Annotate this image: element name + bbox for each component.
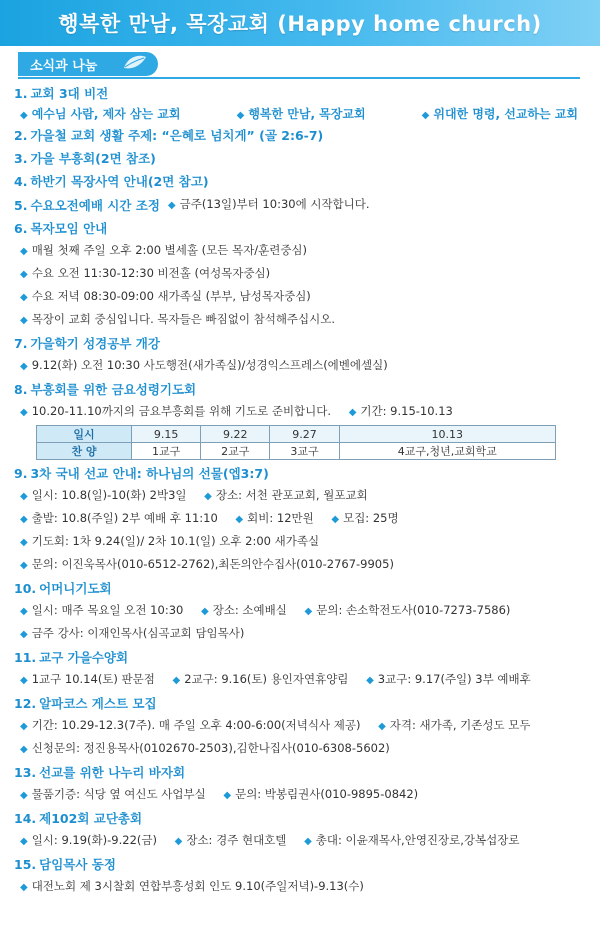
bullet-icon: ◆ xyxy=(20,315,28,326)
list-item: ◆ 출발: 10.8(주일) 2부 예배 후 11:10 ◆ 회비: 12만원 ◆ 모집: 25명 xyxy=(20,511,399,525)
section-heading-15: 15. 담임목사 동정 xyxy=(14,857,116,872)
bullet-icon: ◆ xyxy=(223,790,232,801)
bullet-icon: ◆ xyxy=(378,721,386,732)
list-item: ◆ 대전노회 제 3시찰회 연합부흥성회 인도 9.10(주일저녁)-9.13(수) xyxy=(20,879,364,893)
bullet-icon: ◆ xyxy=(331,514,340,525)
section-heading-3: 3. 가을 부흥회(2면 참조) xyxy=(14,151,156,166)
table-row xyxy=(37,443,556,460)
list-item: ◆ 수요 저녁 08:30-09:00 새가족실 (부부, 남성목자중심) xyxy=(20,289,311,303)
section-heading-6: 6. 목자모임 안내 xyxy=(14,221,108,236)
tab-label: 소식과 나눔 xyxy=(30,58,98,74)
table-cell: 10.13 xyxy=(339,426,555,443)
bullet-icon: ◆ xyxy=(167,200,176,211)
bullet-icon: ◆ xyxy=(20,269,28,280)
list-item: ◆ 행복한 만남, 목장교회 xyxy=(236,107,366,121)
page-title: 행복한 만남, 목장교회 (Happy home church) xyxy=(58,12,542,36)
section-heading-8: 8. 부흥회를 위한 금요성령기도회 xyxy=(14,382,197,397)
tab-divider xyxy=(18,77,580,79)
bullet-icon: ◆ xyxy=(174,836,183,847)
list-item: ◆ 금주 강사: 이재인목사(심곡교회 담임목사) xyxy=(20,626,245,640)
section-heading-13: 13. 선교를 위한 나누리 바자회 xyxy=(14,765,186,780)
list-item: ◆ 기간: 10.29-12.3(7주). 매 주일 오후 4:00-6:00(저녁식사 제공) ◆ 자격: 새가족, 기존성도 모두 xyxy=(20,718,531,732)
table-row xyxy=(37,426,556,443)
bullet-icon: ◆ xyxy=(20,361,28,372)
leaf-icon xyxy=(122,54,148,72)
bullet-icon: ◆ xyxy=(20,537,28,548)
bullet-icon: ◆ xyxy=(20,675,28,686)
list-item: ◆ 9.12(화) 오전 10:30 사도행전(새가족실)/성경익스프레스(에벤에셀실) xyxy=(20,358,388,372)
table-cell: 9.15 xyxy=(132,426,201,443)
bullet-icon: ◆ xyxy=(366,675,374,686)
section-heading-5: 5. 수요오전예배 시간 조정 ◆ 금주(13일)부터 10:30에 시작합니다. xyxy=(14,195,586,215)
bullet-icon: ◆ xyxy=(235,514,244,525)
list-item: ◆ 일시: 10.8(일)-10(화) 2박3일 ◆ 장소: 서천 관포교회, 월포교회 xyxy=(20,488,368,502)
bullet-icon: ◆ xyxy=(200,606,209,617)
bullet-icon: ◆ xyxy=(20,606,28,617)
section-note: ◆ 금주(13일)부터 10:30에 시작합니다. xyxy=(167,197,370,211)
list-item: ◆ 예수님 사람, 제자 삼는 교회 xyxy=(20,107,181,121)
list-item: ◆ 위대한 명령, 선교하는 교회 xyxy=(421,107,578,121)
section-heading-12: 12. 알파코스 게스트 모집 xyxy=(14,696,157,711)
section-heading-10: 10. 어머니기도회 xyxy=(14,581,112,596)
prayer-schedule-table xyxy=(36,425,556,460)
vision-list xyxy=(20,105,578,122)
header-banner xyxy=(0,0,600,46)
section-heading-14: 14. 제102회 교단총회 xyxy=(14,811,143,826)
bullet-icon: ◆ xyxy=(20,882,28,893)
bullet-icon: ◆ xyxy=(20,836,28,847)
list-item: ◆ 10.20-11.10까지의 금요부흥회를 위해 기도로 준비합니다. ◆ 기간: 9.15-10.13 xyxy=(20,404,453,418)
bullet-icon: ◆ xyxy=(20,721,28,732)
section-heading-11: 11. 교구 가을수양회 xyxy=(14,650,129,665)
bullet-icon: ◆ xyxy=(20,110,28,121)
section-heading-9: 9. 3차 국내 선교 안내: 하나님의 선물(엡3:7) xyxy=(14,466,269,481)
list-item: ◆ 물품기증: 식당 옆 여신도 사업부실 ◆ 문의: 박봉림권사(010-9895-0842) xyxy=(20,787,419,801)
section-heading-7: 7. 가을학기 성경공부 개강 xyxy=(14,336,160,351)
bullet-icon: ◆ xyxy=(304,836,312,847)
list-item: ◆ 목장이 교회 중심입니다. 목자들은 빠짐없이 참석해주십시오. xyxy=(20,312,336,326)
list-item: ◆ 1교구 10.14(토) 판문점 ◆ 2교구: 9.16(토) 용인자연휴양림 ◆ 3교구: 9.17(주일) 3부 예배후 xyxy=(20,672,531,686)
bullet-icon: ◆ xyxy=(20,629,28,640)
bullet-icon: ◆ xyxy=(421,110,430,121)
table-cell: 1교구 xyxy=(132,443,201,460)
table-header-cell: 찬 양 xyxy=(37,443,132,460)
list-item: ◆ 기도회: 1차 9.24(일)/ 2차 10.1(일) 오후 2:00 새가족실 xyxy=(20,534,320,548)
list-item: ◆ 일시: 매주 목요일 오전 10:30 ◆ 장소: 소예배실 ◆ 문의: 손소학전도사(010-7273-7586) xyxy=(20,603,511,617)
bullet-icon: ◆ xyxy=(20,744,28,755)
section-heading-1: 1. 교회 3대 비전 xyxy=(14,86,109,101)
bullet-icon: ◆ xyxy=(204,491,212,502)
bullet-icon: ◆ xyxy=(236,110,245,121)
list-item: ◆ 일시: 9.19(화)-9.22(금) ◆ 장소: 경주 현대호텔 ◆ 총대: 이윤재목사,안영진장로,강복섭장로 xyxy=(20,833,520,847)
bullet-icon: ◆ xyxy=(304,606,313,617)
bullet-icon: ◆ xyxy=(20,514,28,525)
news-content xyxy=(14,80,586,900)
bullet-icon: ◆ xyxy=(20,292,28,303)
bullet-icon: ◆ xyxy=(20,407,28,418)
section-tab xyxy=(18,52,158,76)
bullet-icon: ◆ xyxy=(20,560,28,571)
bullet-icon: ◆ xyxy=(172,675,181,686)
table-cell: 9.27 xyxy=(270,426,339,443)
bullet-icon: ◆ xyxy=(348,407,357,418)
table-cell: 9.22 xyxy=(201,426,270,443)
bullet-icon: ◆ xyxy=(20,790,28,801)
section-heading-4: 4. 하반기 목장사역 안내(2면 참고) xyxy=(14,174,209,189)
list-item: ◆ 문의: 이진욱목사(010-6512-2762),최돈의안수집사(010-2767-9905) xyxy=(20,557,394,571)
list-item: ◆ 신청문의: 정진용목사(0102670-2503),김한나집사(010-6308-5602) xyxy=(20,741,390,755)
section-heading-2: 2. 가을철 교회 생활 주제: “은혜로 넘치게” (골 2:6-7) xyxy=(14,128,324,143)
list-item: ◆ 매월 첫째 주일 오후 2:00 별세홀 (모든 목자/훈련중심) xyxy=(20,243,308,257)
table-cell: 4교구,청년,교회학교 xyxy=(339,443,555,460)
table-header-cell: 일시 xyxy=(37,426,132,443)
table-cell: 3교구 xyxy=(270,443,339,460)
bullet-icon: ◆ xyxy=(20,491,28,502)
bullet-icon: ◆ xyxy=(20,246,28,257)
list-item: ◆ 수요 오전 11:30-12:30 비전홀 (여성목자중심) xyxy=(20,266,271,280)
table-cell: 2교구 xyxy=(201,443,270,460)
